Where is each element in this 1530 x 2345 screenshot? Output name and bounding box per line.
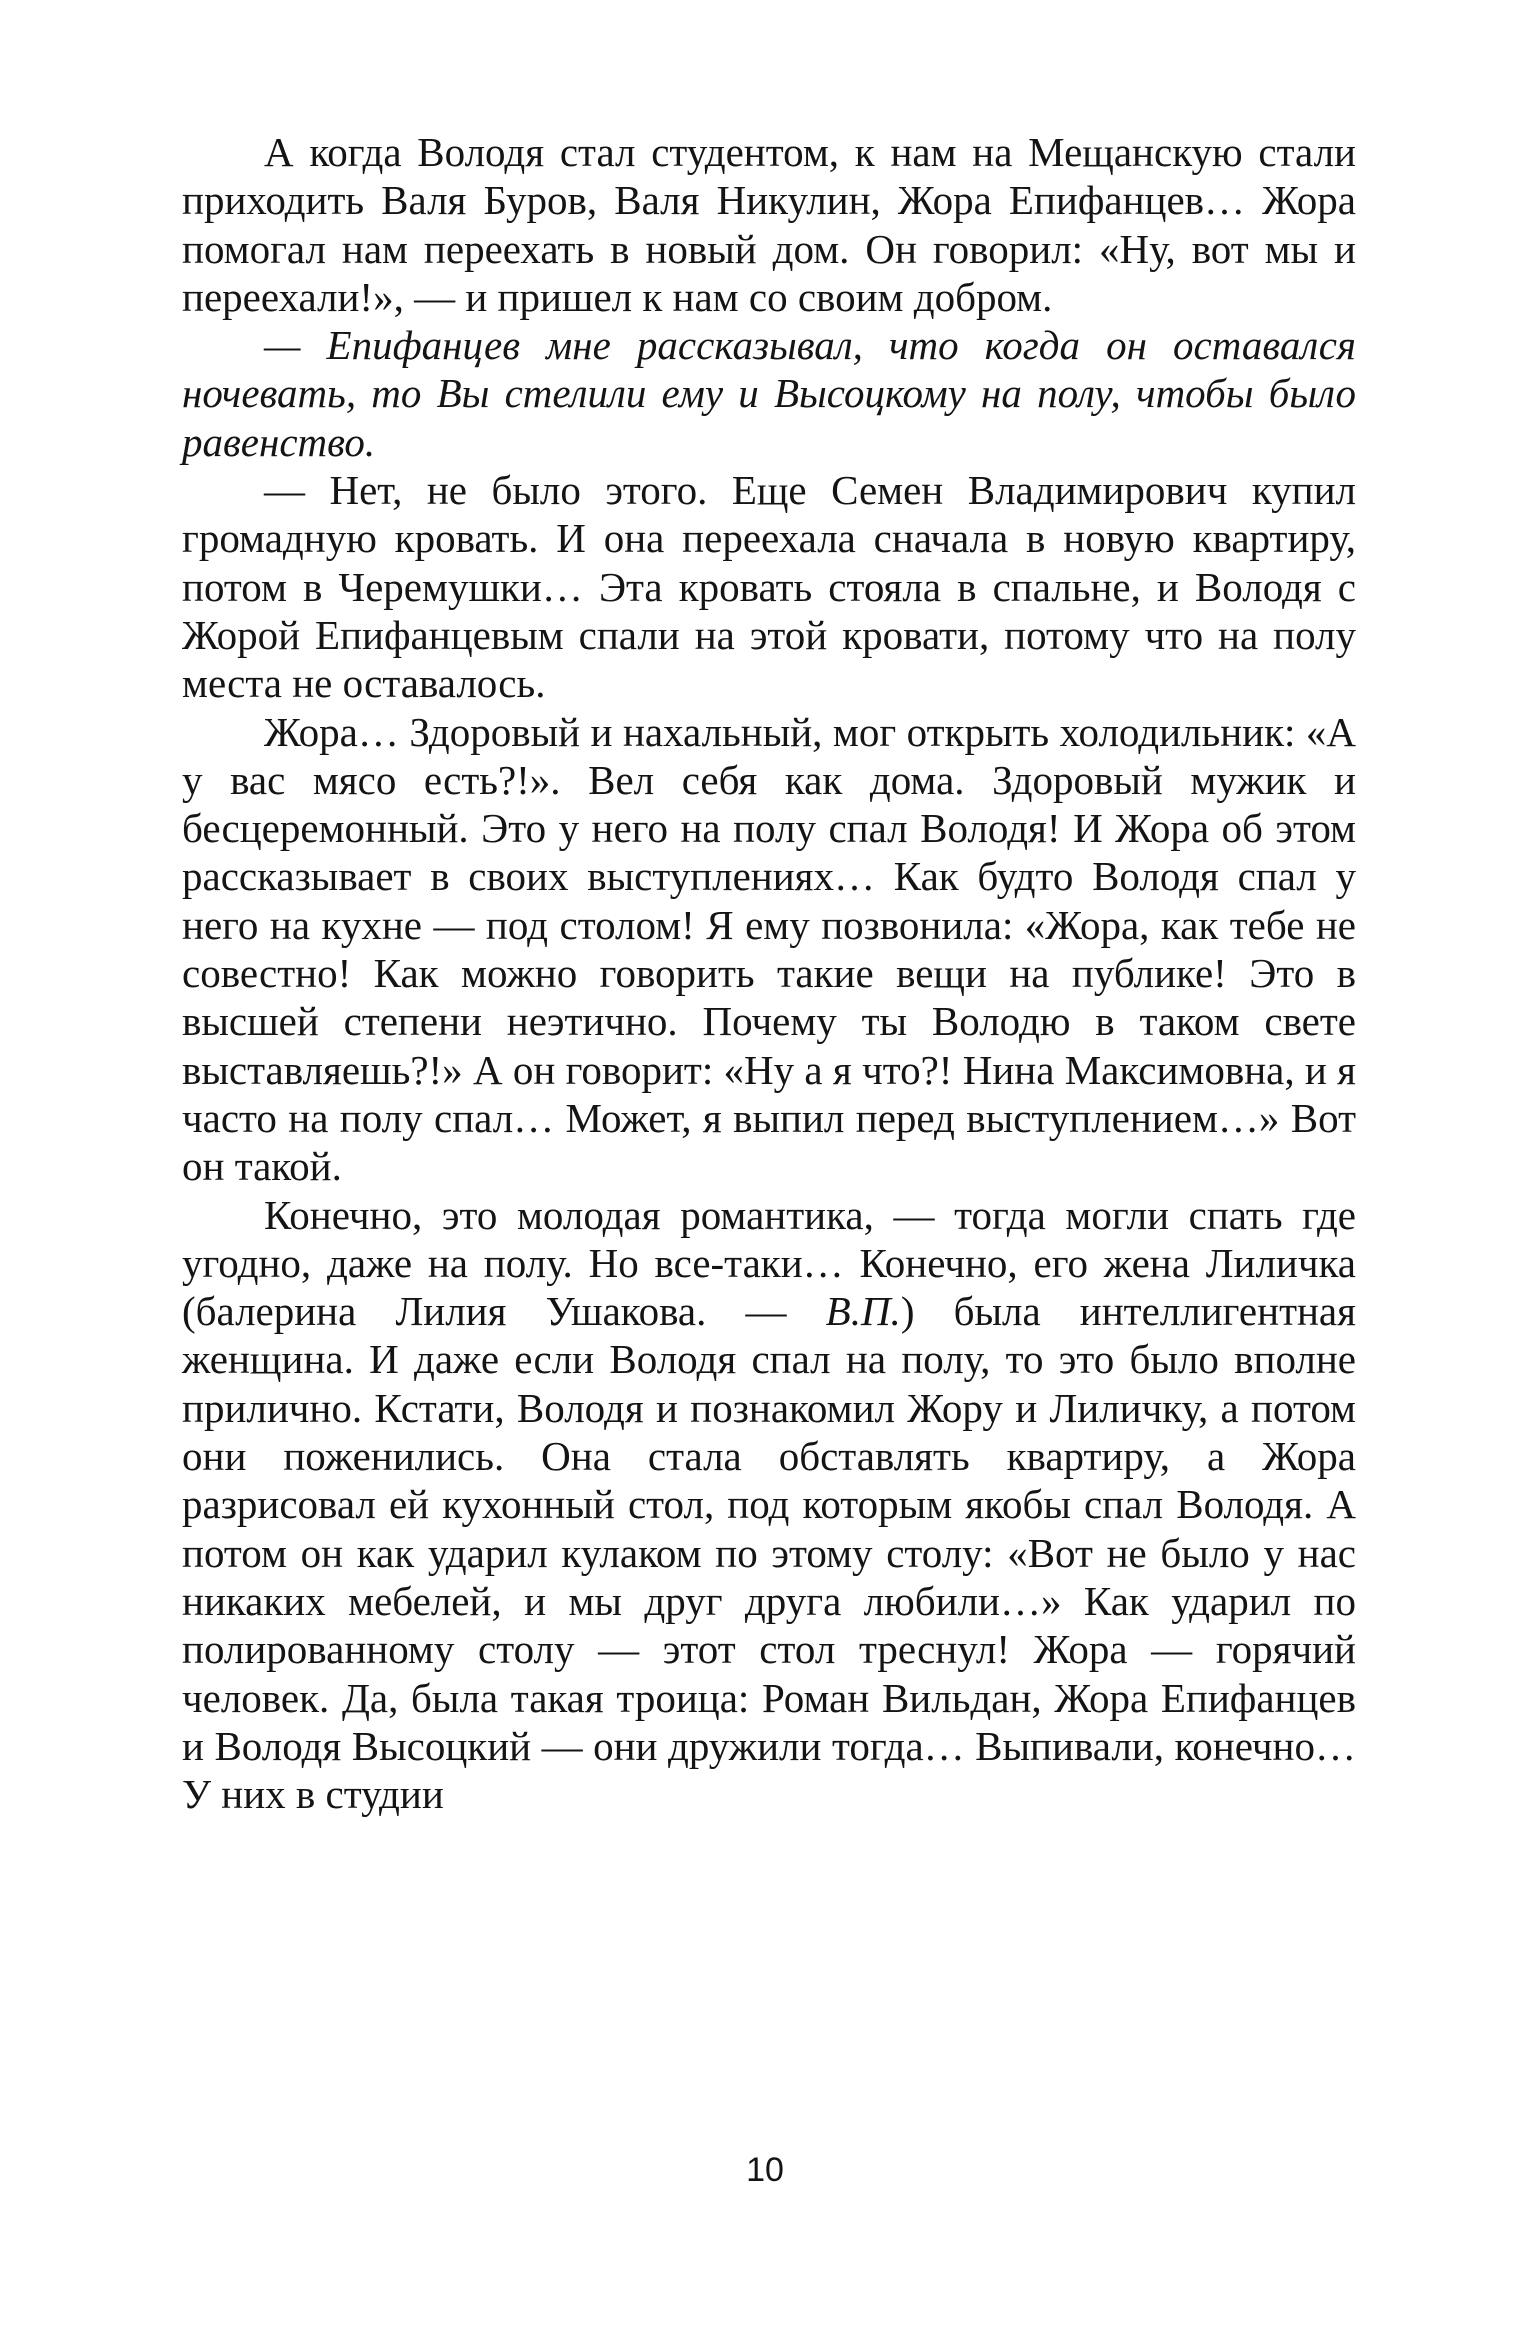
paragraph: — Нет, не было этого. Еще Семен Владимирович купил громадную кровать. И она переехала сначала в новую квартиру, потом в Черемушки… Эта кровать стояла в спальне, и Володя с Жорой Епифанцевым спали на этой кровати, потому что на полу места не оставалось. xyxy=(182,467,1356,707)
editor-initials: В.П. xyxy=(825,1288,901,1335)
interview-question: — Епифанцев мне рассказывал, что когда он оставался ночевать, то Вы стелили ему и Высоцкому на полу, чтобы было равенство. xyxy=(182,322,1356,465)
paragraph xyxy=(182,1191,1356,1819)
paragraph-text: Конечно, это молодая романтика, — тогда могли спать где угодно, даже на полу. Но все-таки… Конечно, его жена Лиличка (балерина Лилия Ушакова. — xyxy=(182,1191,1356,1335)
paragraph: Жора… Здоровый и нахальный, мог открыть холодильник: «А у вас мясо есть?!». Вел себя как дома. Здоровый мужик и бесцеремонный. Это у него на полу спал Володя! И Жора об этом рассказывает в своих выступлениях… Как будто Володя спал у него на кухне — под столом! Я ему позвонила: «Жора, как тебе не совестно! Как можно говорить такие вещи на публике! Это в высшей степени неэтично. Почему ты Володю в таком свете выставляешь?!» А он говорит: «Ну а я что?! Нина Максимовна, и я часто на полу спал… Может, я выпил перед выступлением…» Вот он такой. xyxy=(182,708,1356,1190)
body-text xyxy=(182,128,1356,1818)
page-number: 10 xyxy=(746,2151,784,2189)
paragraph: А когда Володя стал студентом, к нам на Мещанскую стали приходить Валя Буров, Валя Никулин, Жора Епифанцев… Жора помогал нам переехать в новый дом. Он говорил: «Ну, вот мы и переехали!», — и пришел к нам со своим добром. xyxy=(182,129,1356,320)
paragraph-text: ) была интеллигентная женщина. И даже если Володя спал на полу, то это было вполне прилично. Кстати, Володя и познакомил Жору и Лиличку, а потом они поженились. Она стала обставлять квартиру, а Жора разрисовал ей кухонный стол, под которым якобы спал Володя. А потом он как ударил кулаком по этому столу: «Вот не было у нас никаких мебелей, и мы друг друга любили…» Как ударил по полированному столу — этот стол треснул! Жора — горячий человек. Да, была такая троица: Роман Вильдан, Жора Епифанцев и Володя Высоцкий — они дружили тогда… Выпивали, конечно… У них в студии xyxy=(182,1288,1356,1818)
